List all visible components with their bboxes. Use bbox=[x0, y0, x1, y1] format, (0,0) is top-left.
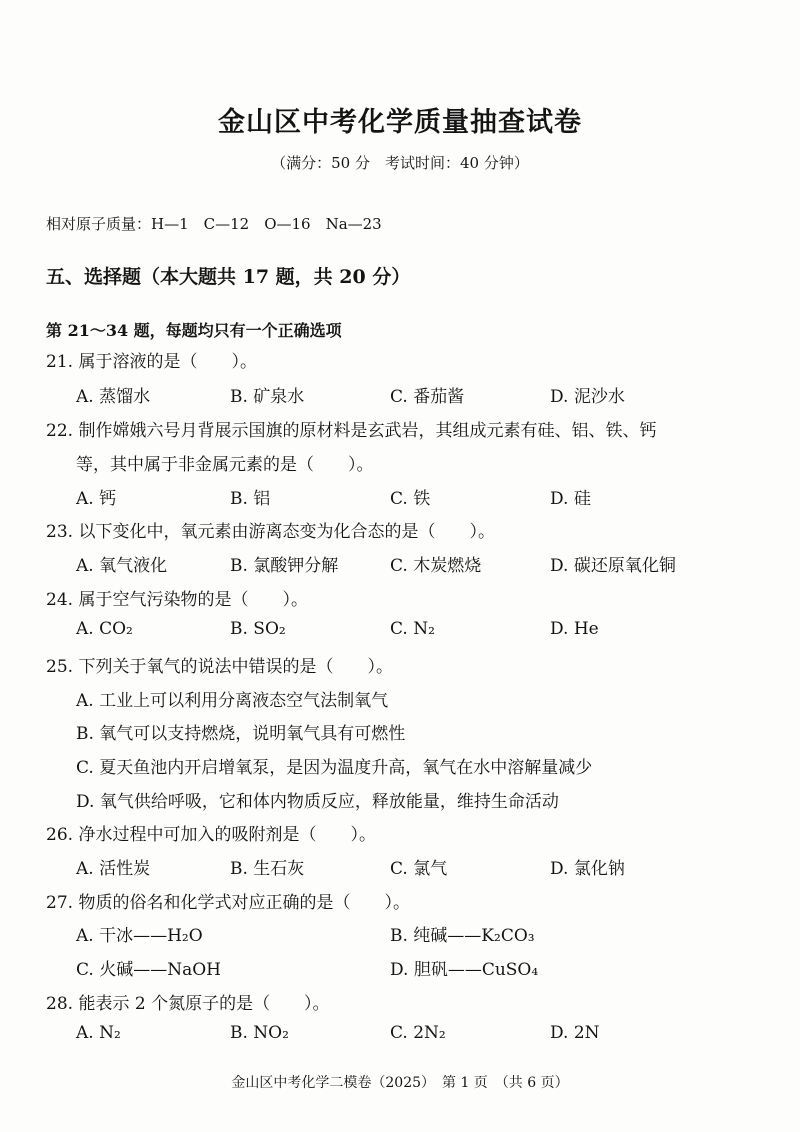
q26-option-b: B. 生石灰 bbox=[230, 859, 305, 879]
exam-subtitle: （满分：50 分 考试时间：40 分钟） bbox=[271, 154, 529, 172]
question-25-stem: 25. 下列关于氧气的说法中错误的是（ ）。 bbox=[46, 657, 393, 677]
q21-option-d: D. 泥沙水 bbox=[550, 387, 625, 407]
q28-option-d: D. 2N bbox=[550, 1023, 600, 1043]
q25-option-a: A. 工业上可以利用分离液态空气法制氧气 bbox=[76, 691, 389, 711]
page-footer: 金山区中考化学二模卷（2025） 第 1 页 （共 6 页） bbox=[231, 1075, 569, 1091]
atomic-masses: 相对原子质量：H—1 C—12 O—16 Na—23 bbox=[46, 215, 382, 233]
question-26-stem: 26. 净水过程中可加入的吸附剂是（ ）。 bbox=[46, 825, 376, 845]
q22-option-b: B. 铝 bbox=[230, 489, 271, 509]
q23-option-a: A. 氧气液化 bbox=[76, 556, 168, 576]
q24-option-a: A. CO₂ bbox=[76, 619, 133, 639]
q26-option-d: D. 氯化钠 bbox=[550, 859, 625, 879]
question-24-stem: 24. 属于空气污染物的是（ ）。 bbox=[46, 590, 308, 610]
section-instruction: 第 21～34 题，每题均只有一个正确选项 bbox=[46, 321, 342, 340]
question-23-stem: 23. 以下变化中，氧元素由游离态变为化合态的是（ ）。 bbox=[46, 522, 495, 542]
q24-option-b: B. SO₂ bbox=[230, 619, 286, 639]
question-21-stem: 21. 属于溶液的是（ ）。 bbox=[46, 352, 257, 372]
q25-option-c: C. 夏天鱼池内开启增氧泵，是因为温度升高，氧气在水中溶解量减少 bbox=[76, 758, 593, 778]
exam-title: 金山区中考化学质量抽查试卷 bbox=[218, 107, 582, 138]
q23-option-c: C. 木炭燃烧 bbox=[390, 556, 482, 576]
q25-option-d: D. 氧气供给呼吸，它和体内物质反应，释放能量，维持生命活动 bbox=[76, 792, 559, 812]
question-27-stem: 27. 物质的俗名和化学式对应正确的是（ ）。 bbox=[46, 893, 410, 913]
q28-option-a: A. N₂ bbox=[76, 1023, 121, 1043]
q27-option-c: C. 火碱——NaOH bbox=[76, 960, 221, 980]
q28-option-c: C. 2N₂ bbox=[390, 1023, 446, 1043]
question-28-stem: 28. 能表示 2 个氮原子的是（ ）。 bbox=[46, 994, 330, 1014]
q23-option-d: D. 碳还原氧化铜 bbox=[550, 556, 676, 576]
q24-option-c: C. N₂ bbox=[390, 619, 435, 639]
q21-option-b: B. 矿泉水 bbox=[230, 387, 305, 407]
q27-option-b: B. 纯碱——K₂CO₃ bbox=[390, 926, 535, 946]
q26-option-a: A. 活性炭 bbox=[76, 859, 151, 879]
q25-option-b: B. 氧气可以支持燃烧，说明氧气具有可燃性 bbox=[76, 724, 406, 744]
q24-option-d: D. He bbox=[550, 619, 599, 639]
q28-option-b: B. NO₂ bbox=[230, 1023, 289, 1043]
q26-option-c: C. 氯气 bbox=[390, 859, 448, 879]
question-22-stem: 22. 制作嫦娥六号月背展示国旗的原材料是玄武岩，其组成元素有硅、铝、铁、钙 bbox=[46, 421, 657, 441]
q27-option-a: A. 干冰——H₂O bbox=[76, 926, 203, 946]
q22-option-d: D. 硅 bbox=[550, 489, 591, 509]
q23-option-b: B. 氯酸钾分解 bbox=[230, 556, 339, 576]
q22-option-a: A. 钙 bbox=[76, 489, 117, 509]
section-heading: 五、选择题（本大题共 17 题，共 20 分） bbox=[46, 266, 411, 288]
q22-option-c: C. 铁 bbox=[390, 489, 431, 509]
q21-option-a: A. 蒸馏水 bbox=[76, 387, 151, 407]
q21-option-c: C. 番茄酱 bbox=[390, 387, 465, 407]
question-22-stem-cont: 等，其中属于非金属元素的是（ ）。 bbox=[76, 455, 374, 475]
q27-option-d: D. 胆矾——CuSO₄ bbox=[390, 960, 539, 980]
